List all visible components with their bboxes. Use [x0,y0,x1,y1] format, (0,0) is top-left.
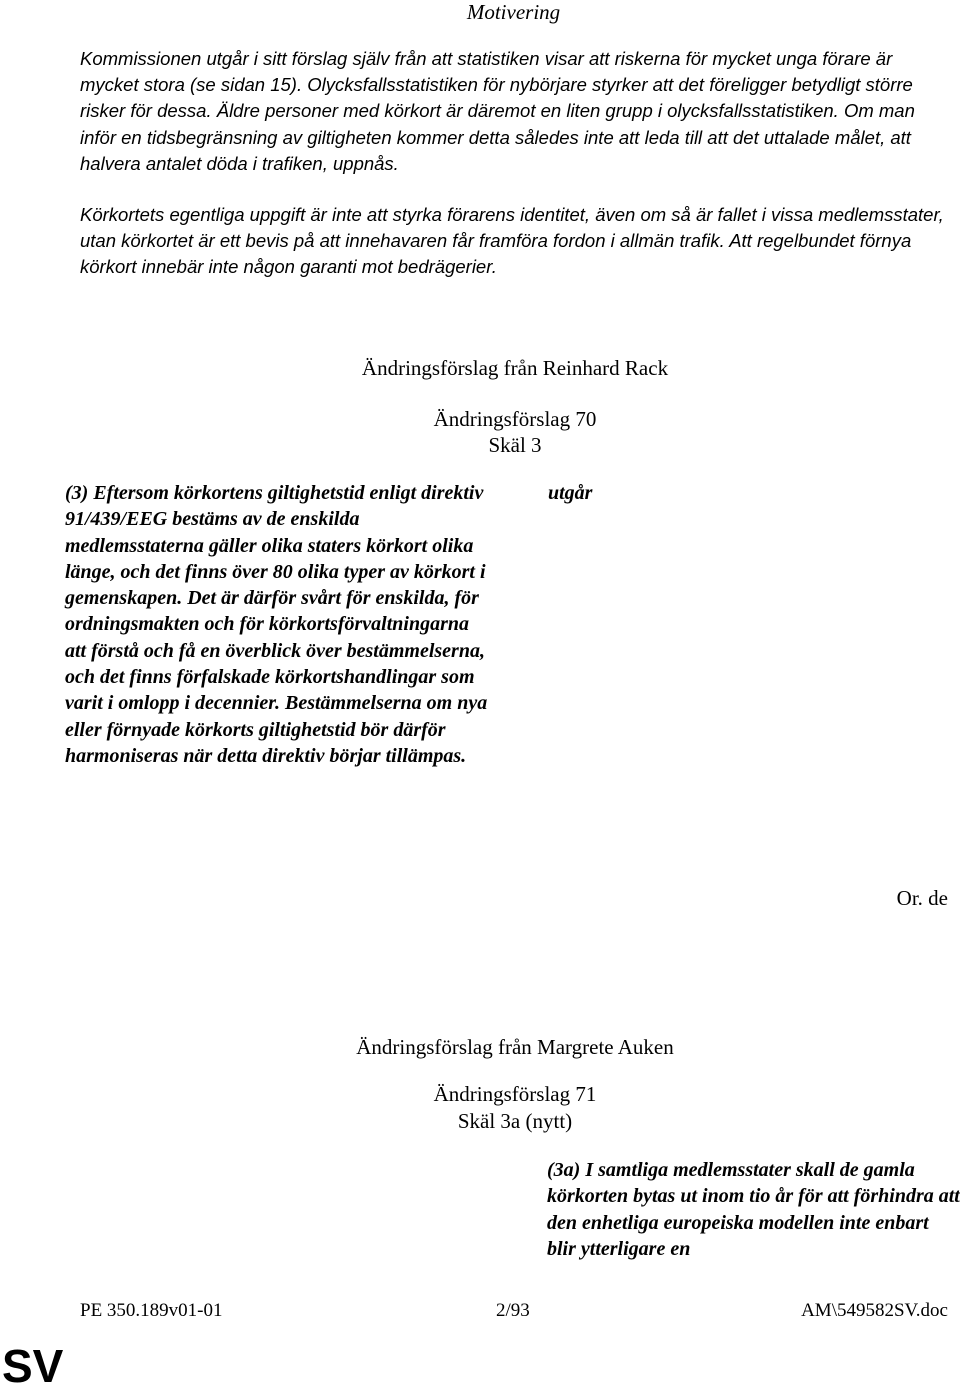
amendment-71-amended-text: (3a) I samtliga medlemsstater skall de gamla körkorten bytas ut inom tio år för att förhindra att den enhetliga europeiska modellen inte enbart blir ytterligare en [547,1159,960,1260]
amendment-70-original-text: (3) Eftersom körkortens giltighetstid enligt direktiv 91/439/EEG bestäms av de enskilda medlemsstaterna gäller olika staters körkort olika länge, och det finns över 80 olika typer av körkort i gemenskapen. Det är därför svårt för enskilda, för ordningsmakten och för körkortsförvaltningarna att förstå och få en överblick över bestämmelserna, och det finns förfalskade körkortshandlingar som varit i omlopp i decennier. Bestämmelserna om nya eller förnyade körkorts giltighetstid bör därför harmoniseras när detta direktiv börjar tillämpas. [65,482,488,767]
amendment-70-amended-text: utgår [548,482,593,504]
amendment-71-number: Ändringsförslag 71 [433,1082,597,1106]
footer-document-reference: PE 350.189v01-01 [80,1300,223,1321]
amendment-70-author: Ändringsförslag från Reinhard Rack [361,356,669,380]
motivering-paragraph-1: Kommissionen utgår i sitt förslag själv från att statistiken visar att riskerna för mycket unga förare är mycket stora (se sidan 15). Olycksfallsstatistiken för nybörjare styrker att det föreligger betydligt större risker för dessa. Äldre personer med körkort är däremot en liten grupp i olycksfallsstatistiken. Om man inför en tidsbegränsning av giltigheten kommer detta således inte att leda till att det uttalade målet, att halvera antalet döda i trafiken, uppnås. [80,48,915,174]
language-badge: SV [2,1340,64,1392]
original-language-note: Or. de [896,886,948,910]
footer-file-name: AM\549582SV.doc [801,1300,948,1321]
footer-page-number: 2/93 [496,1300,530,1321]
amendment-70-recital: Skäl 3 [488,433,542,457]
motivering-paragraph-2: Körkortets egentliga uppgift är inte att styrka förarens identitet, även om så är fallet i vissa medlemsstater, utan körkortet är ett bevis på att innehavaren får framföra fordon i allmän trafik. Att regelbundet förnya körkort innebär inte någon garanti mot bedrägerier. [80,204,944,278]
motivering-heading: Motivering [466,0,561,24]
amendment-71-author: Ändringsförslag från Margrete Auken [356,1035,674,1059]
amendment-71-recital: Skäl 3a (nytt) [457,1109,573,1133]
amendment-70-number: Ändringsförslag 70 [433,407,597,431]
